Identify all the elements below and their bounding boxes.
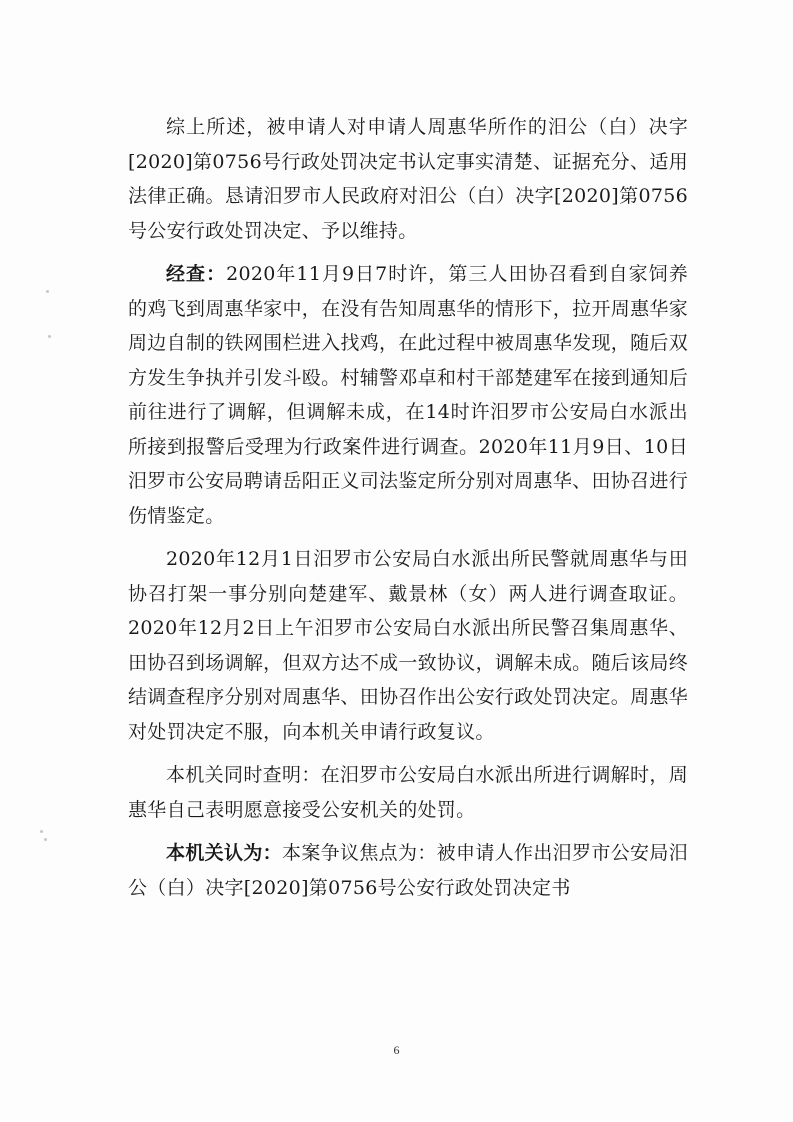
scan-speck: [40, 830, 43, 833]
paragraph-lead: 经查：: [166, 263, 227, 285]
paragraph-text: 综上所述，被申请人对申请人周惠华所作的汨公（白）决字[2020]第0756号行政处罚决定书认定事实清楚、证据充分、适用法律正确。恳请汨罗市人民政府对汨公（白）决字[2020]第0756号公安行政处罚决定、予以维持。: [128, 116, 688, 242]
paragraph-findings: [128, 257, 688, 533]
paragraph-investigation: [128, 542, 688, 749]
paragraph-also-found: [128, 758, 688, 827]
paragraph-text: 本案争议焦点为：被申请人作出汨罗市公安局汨公（白）决字[2020]第0756号公安行政处罚决定书: [128, 842, 688, 899]
paragraph-text: 2020年12月1日汨罗市公安局白水派出所民警就周惠华与田协召打架一事分别向楚建军、戴景林（女）两人进行调查取证。2020年12月2日上午汨罗市公安局白水派出所民警召集周惠华、田协召到场调解，但双方达不成一致协议，调解未成。随后该局终结调查程序分别对周惠华、田协召作出公安行政处罚决定。周惠华对处罚决定不服，向本机关申请行政复议。: [128, 548, 688, 743]
scan-speck: [48, 335, 51, 338]
paragraph-text: 本机关同时查明：在汨罗市公安局白水派出所进行调解时，周惠华自己表明愿意接受公安机关的处罚。: [128, 764, 688, 821]
paragraph-lead: 本机关认为：: [166, 842, 283, 864]
scan-speck: [44, 838, 47, 841]
page-number: 6: [393, 1043, 400, 1057]
paragraph-opinion: [128, 836, 688, 905]
scan-speck: [46, 290, 49, 293]
paragraph-conclusion: [128, 110, 688, 248]
document-body: [128, 110, 688, 914]
paragraph-text: 2020年11月9日7时许，第三人田协召看到自家饲养的鸡飞到周惠华家中，在没有告知周惠华的情形下，拉开周惠华家周边自制的铁网围栏进入找鸡，在此过程中被周惠华发现，随后双方发生争执并引发斗殴。村辅警邓卓和村干部楚建军在接到通知后前往进行了调解，但调解未成，在14时许汨罗市公安局白水派出所接到报警后受理为行政案件进行调查。2020年11月9日、10日汨罗市公安局聘请岳阳正义司法鉴定所分别对周惠华、田协召进行伤情鉴定。: [128, 263, 688, 527]
